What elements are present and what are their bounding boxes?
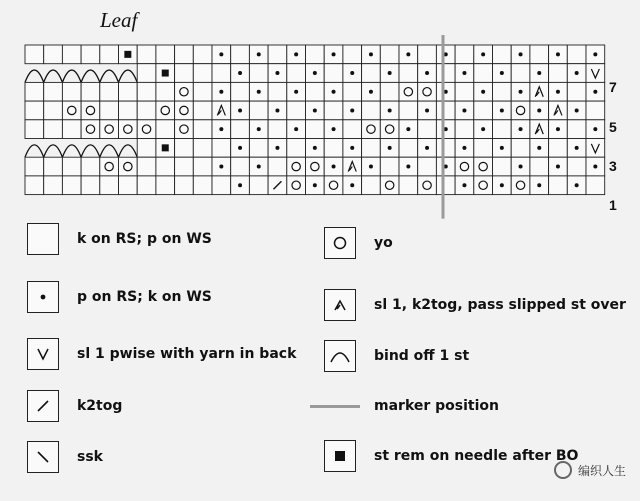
chart-cell	[44, 176, 63, 195]
chart-cell	[81, 101, 100, 120]
chart-cell	[119, 120, 138, 139]
chart-cell	[287, 157, 306, 176]
purl-dot	[537, 108, 541, 112]
purl-dot	[425, 71, 429, 75]
purl-dot	[294, 52, 298, 56]
remaining-stitch-mark	[124, 51, 131, 58]
purl-dot	[294, 90, 298, 94]
bind-off-arc	[25, 70, 44, 82]
chart-cell	[175, 101, 194, 120]
purl-dot	[406, 52, 410, 56]
chart-cell	[380, 45, 399, 64]
chart-cell	[455, 157, 474, 176]
chart-cell	[81, 120, 100, 139]
chart-cell	[380, 82, 399, 101]
purl-dot	[462, 108, 466, 112]
chart-cell	[81, 45, 100, 64]
chart-cell	[287, 176, 306, 195]
purl-dot	[388, 71, 392, 75]
chart-cell	[324, 176, 343, 195]
purl-dot	[425, 146, 429, 150]
bind-off-arc	[62, 145, 81, 157]
chart-cell	[549, 176, 568, 195]
chart-cell	[193, 101, 212, 120]
row-number-1: 1	[609, 197, 617, 213]
legend-label-purl: p on RS; k on WS	[77, 289, 212, 305]
purl-dot	[481, 90, 485, 94]
chart-cell	[156, 157, 175, 176]
purl-dot	[575, 108, 579, 112]
purl-dot	[332, 52, 336, 56]
purl-dot	[481, 52, 485, 56]
legend-item-rem	[324, 440, 578, 472]
chart-cell	[493, 120, 512, 139]
chart-cell	[212, 176, 231, 195]
bind-off-arc	[44, 70, 63, 82]
chart-cell	[586, 64, 605, 83]
purl-dot	[462, 183, 466, 187]
chart-cell	[119, 157, 138, 176]
chart-cell	[399, 82, 418, 101]
bind-off-arc	[119, 145, 138, 157]
purl-dot	[500, 146, 504, 150]
chart-cell	[399, 139, 418, 158]
knitting-chart	[0, 0, 640, 230]
chart-cell	[324, 101, 343, 120]
legend-item-purl	[27, 281, 212, 313]
chart-cell	[193, 176, 212, 195]
chart-cell	[287, 139, 306, 158]
legend-item-ssk	[27, 441, 103, 473]
chart-cell	[399, 64, 418, 83]
chart-cell	[455, 82, 474, 101]
chart-cell	[567, 120, 586, 139]
chart-cell	[474, 139, 493, 158]
chart-cell	[44, 101, 63, 120]
legend-label-bindoff: bind off 1 st	[374, 348, 470, 364]
legend-item-yo	[324, 227, 393, 259]
chart-cell	[193, 139, 212, 158]
purl-dot	[519, 165, 523, 169]
chart-cell	[268, 157, 287, 176]
chart-cell	[436, 139, 455, 158]
purl-dot	[219, 127, 223, 131]
purl-dot	[369, 90, 373, 94]
chart-cell	[343, 82, 362, 101]
purl-dot	[500, 183, 504, 187]
purl-dot	[406, 165, 410, 169]
chart-cell	[62, 101, 81, 120]
chart-cell	[25, 45, 44, 64]
chart-cell	[268, 120, 287, 139]
chart-cell	[193, 120, 212, 139]
chart-cell	[156, 82, 175, 101]
purl-dot	[519, 52, 523, 56]
chart-cell	[212, 139, 231, 158]
watermark-text: 编织人生	[577, 463, 626, 478]
chart-cell	[156, 120, 175, 139]
legend-label-ssk: ssk	[77, 449, 103, 465]
purl-dot	[238, 146, 242, 150]
chart-cell	[474, 157, 493, 176]
chart-cell	[193, 82, 212, 101]
chart-cell	[62, 157, 81, 176]
ssk-icon	[27, 441, 59, 473]
chart-cell	[175, 64, 194, 83]
legend-item-k2tog	[27, 390, 122, 422]
chart-cell	[436, 64, 455, 83]
chart-cell	[343, 45, 362, 64]
purl-dot	[238, 71, 242, 75]
purl-dot	[388, 146, 392, 150]
chart-cell	[193, 64, 212, 83]
purl-dot	[257, 90, 261, 94]
chart-cell	[231, 157, 250, 176]
chart-cell	[231, 45, 250, 64]
legend-label-yo: yo	[374, 235, 393, 251]
legend-item-marker	[310, 398, 499, 414]
chart-cell	[418, 82, 437, 101]
purl-dot	[257, 52, 261, 56]
purl-dot	[575, 146, 579, 150]
chart-cell	[287, 101, 306, 120]
chart-cell	[100, 101, 119, 120]
chart-cell	[231, 82, 250, 101]
chart-cell	[175, 120, 194, 139]
chart-cell	[418, 120, 437, 139]
chart-cell	[137, 120, 156, 139]
purl-dot	[275, 71, 279, 75]
bind-off-arc	[100, 70, 119, 82]
purl-dot	[593, 127, 597, 131]
purl-dot	[332, 165, 336, 169]
purl-dot	[313, 108, 317, 112]
legend-label-knit: k on RS; p on WS	[77, 231, 212, 247]
chart-cell	[455, 45, 474, 64]
chart-cell	[567, 157, 586, 176]
purl-dot	[593, 52, 597, 56]
chart-cell	[231, 120, 250, 139]
purl-dot	[425, 108, 429, 112]
chart-cell	[137, 45, 156, 64]
purl-dot	[257, 165, 261, 169]
chart-cell	[175, 176, 194, 195]
purl-dot	[275, 108, 279, 112]
chart-cell	[511, 101, 530, 120]
chart-cell	[175, 82, 194, 101]
legend-label-marker: marker position	[374, 398, 499, 414]
legend-item-knit	[27, 223, 212, 255]
chart-cell	[549, 139, 568, 158]
purl-dot	[575, 183, 579, 187]
chart-cell	[44, 157, 63, 176]
chart-cell	[474, 101, 493, 120]
chart-cell	[511, 176, 530, 195]
chart-cell	[436, 176, 455, 195]
purl-dot	[593, 90, 597, 94]
purl-dot	[575, 71, 579, 75]
chart-cell	[493, 45, 512, 64]
chart-cell	[62, 176, 81, 195]
wechat-logo-icon	[554, 461, 572, 479]
bind-off-arc	[44, 145, 63, 157]
purl-dot	[519, 90, 523, 94]
chart-cell	[586, 101, 605, 120]
chart-cell	[137, 64, 156, 83]
purl-dot	[219, 165, 223, 169]
chart-cell	[306, 120, 325, 139]
chart-cell	[25, 157, 44, 176]
purl-dot	[238, 108, 242, 112]
chart-cell	[137, 139, 156, 158]
chart-cell	[418, 45, 437, 64]
bind-off-arc	[100, 145, 119, 157]
chart-cell	[249, 139, 268, 158]
chart-cell	[474, 64, 493, 83]
purl-dot	[537, 146, 541, 150]
chart-cell	[212, 64, 231, 83]
legend-item-cdd	[324, 289, 626, 321]
chart-cell	[175, 45, 194, 64]
chart-cell	[418, 176, 437, 195]
chart-cell	[100, 120, 119, 139]
bind-off-arc	[81, 145, 100, 157]
purl-dot	[350, 71, 354, 75]
purl-dot	[332, 90, 336, 94]
purl-dot	[350, 108, 354, 112]
chart-cell	[493, 82, 512, 101]
chart-cell	[25, 176, 44, 195]
chart-cell	[567, 45, 586, 64]
chart-cell	[418, 157, 437, 176]
purl-dot	[219, 52, 223, 56]
chart-cell	[100, 176, 119, 195]
purl-dot	[556, 127, 560, 131]
cdd-icon	[324, 289, 356, 321]
chart-cell	[306, 157, 325, 176]
chart-cell	[249, 64, 268, 83]
purl-dot	[313, 71, 317, 75]
chart-cell	[100, 45, 119, 64]
legend-label-cdd: sl 1, k2tog, pass slipped st over	[374, 297, 626, 313]
purl-dot	[313, 183, 317, 187]
purl-dot	[519, 127, 523, 131]
chart-cell	[324, 139, 343, 158]
chart-cell	[249, 101, 268, 120]
legend-label-slip: sl 1 pwise with yarn in back	[77, 346, 297, 362]
chart-cell	[530, 157, 549, 176]
chart-cell	[175, 157, 194, 176]
purl-dot	[537, 183, 541, 187]
chart-cell	[137, 101, 156, 120]
chart-cell	[193, 45, 212, 64]
marker-line-icon	[310, 405, 360, 408]
chart-cell	[511, 64, 530, 83]
row-number-5: 5	[609, 119, 617, 135]
chart-cell	[455, 120, 474, 139]
slip-v-icon	[27, 338, 59, 370]
chart-cell	[380, 120, 399, 139]
chart-cell	[156, 176, 175, 195]
purl-dot	[500, 71, 504, 75]
purl-dot	[556, 90, 560, 94]
bind-off-arc	[119, 70, 138, 82]
chart-cell	[474, 176, 493, 195]
chart-cell	[137, 176, 156, 195]
purl-dot	[294, 127, 298, 131]
chart-cell	[380, 176, 399, 195]
chart-cell	[380, 157, 399, 176]
chart-cell	[511, 139, 530, 158]
chart-cell	[399, 176, 418, 195]
purl-dot	[369, 165, 373, 169]
chart-cell	[399, 101, 418, 120]
chart-cell	[343, 120, 362, 139]
chart-cell	[268, 82, 287, 101]
purl-dot	[219, 90, 223, 94]
chart-cell	[156, 45, 175, 64]
bind-off-arc	[25, 145, 44, 157]
chart-cell	[362, 120, 381, 139]
purl-dot	[257, 127, 261, 131]
chart-cell	[324, 64, 343, 83]
chart-cell	[156, 101, 175, 120]
purl-dot	[462, 71, 466, 75]
chart-cell	[137, 82, 156, 101]
chart-cell	[137, 157, 156, 176]
bind-off-arc	[62, 70, 81, 82]
purl-dot	[481, 127, 485, 131]
chart-cell	[81, 82, 100, 101]
chart-cell	[119, 82, 138, 101]
blank-square-icon	[27, 223, 59, 255]
chart-cell	[25, 120, 44, 139]
chart-cell	[249, 176, 268, 195]
chart-cell	[62, 82, 81, 101]
remaining-stitch-mark	[162, 144, 169, 151]
purl-dot	[350, 183, 354, 187]
purl-dot	[556, 165, 560, 169]
purl-dot	[313, 146, 317, 150]
purl-dot	[369, 52, 373, 56]
purl-dot	[406, 127, 410, 131]
chart-cell	[306, 45, 325, 64]
yo-icon	[324, 227, 356, 259]
chart-cell	[119, 176, 138, 195]
purl-dot	[537, 71, 541, 75]
chart-cell	[493, 157, 512, 176]
chart-cell	[119, 101, 138, 120]
chart-cell	[549, 64, 568, 83]
chart-cell	[436, 101, 455, 120]
filled-square-icon	[324, 440, 356, 472]
legend-item-slip	[27, 338, 296, 370]
k2tog-icon	[27, 390, 59, 422]
chart-cell	[62, 45, 81, 64]
chart-cell	[193, 157, 212, 176]
chart-cell	[362, 101, 381, 120]
chart-cell	[586, 139, 605, 158]
chart-cell	[81, 157, 100, 176]
chart-title: Leaf	[100, 8, 138, 32]
purl-dot	[556, 52, 560, 56]
legend-label-rem: st rem on needle after BO	[374, 448, 579, 464]
chart-cell	[44, 45, 63, 64]
purl-dot	[350, 146, 354, 150]
row-number-3: 3	[609, 158, 617, 174]
chart-cell	[25, 101, 44, 120]
watermark	[554, 461, 626, 479]
purl-dot	[500, 108, 504, 112]
chart-cell	[44, 120, 63, 139]
chart-cell	[100, 157, 119, 176]
chart-cell	[62, 120, 81, 139]
chart-cell	[362, 176, 381, 195]
purl-dot-icon	[27, 281, 59, 313]
chart-cell	[81, 176, 100, 195]
chart-cell	[306, 82, 325, 101]
purl-dot	[593, 165, 597, 169]
chart-cell	[44, 82, 63, 101]
chart-cell	[100, 82, 119, 101]
bind-off-arc-icon	[324, 340, 356, 372]
purl-dot	[388, 108, 392, 112]
row-number-7: 7	[609, 79, 617, 95]
chart-cell	[362, 64, 381, 83]
chart-cell	[287, 64, 306, 83]
purl-dot	[238, 183, 242, 187]
bind-off-arc	[81, 70, 100, 82]
remaining-stitch-mark	[162, 70, 169, 77]
chart-cell	[268, 45, 287, 64]
chart-cell	[175, 139, 194, 158]
purl-dot	[462, 146, 466, 150]
chart-cell	[567, 82, 586, 101]
purl-dot	[332, 127, 336, 131]
chart-cell	[586, 176, 605, 195]
legend-item-bindoff	[324, 340, 469, 372]
chart-cell	[25, 82, 44, 101]
chart-cell	[530, 45, 549, 64]
chart-cell	[362, 139, 381, 158]
legend-label-k2tog: k2tog	[77, 398, 123, 414]
purl-dot	[275, 146, 279, 150]
